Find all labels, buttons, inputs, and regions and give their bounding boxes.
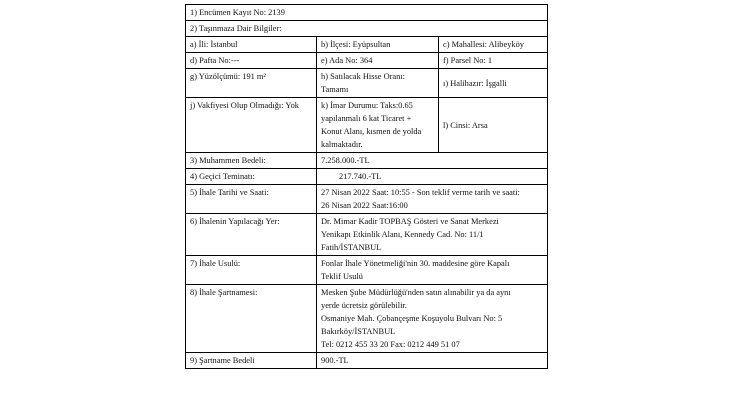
ihale-sartnamesi-label: 8) İhale Şartnamesi: xyxy=(186,285,317,353)
parsel-cell: f) Parsel No: 1 xyxy=(439,53,548,69)
il-cell: a) İli: İstanbul xyxy=(186,37,317,53)
ihale-usulu-line: Teklif Usulü xyxy=(321,272,363,281)
gecici-teminat-label: 4) Geçici Teminatı: xyxy=(186,169,317,185)
ihale-tarihi-line: 26 Nisan 2022 Saat:16:00 xyxy=(321,201,408,210)
muhammen-bedeli-value: 7.258.000.-TL xyxy=(317,153,548,169)
ihale-tarihi-line: 27 Nisan 2022 Saat: 10:55 - Son teklif verme tarih ve saati: xyxy=(321,188,520,197)
sartname-line: Mesken Şube Müdürlüğü'nden satın alınabilir ya da aynı xyxy=(321,288,511,297)
yuzolcumu-cell: g) Yüzölçümü: 191 m² xyxy=(186,69,317,98)
ihale-yeri-line: Yenikapı Etkinlik Alanı, Kennedy Cad. No: 11/1 xyxy=(321,230,484,239)
ihale-tarihi-label: 5) İhale Tarihi ve Saati: xyxy=(186,185,317,214)
ihale-yeri-line: Dr. Mimar Kadir TOPBAŞ Gösteri ve Sanat Merkezi xyxy=(321,217,499,226)
sartname-bedeli-label: 9) Şartname Bedeli xyxy=(186,353,317,369)
ihale-usulu-value xyxy=(317,256,548,285)
ilce-cell: b) İlçesi: Eyüpsultan xyxy=(317,37,439,53)
hisse-orani-value: Tamamı xyxy=(321,85,349,94)
sartname-line: Tel: 0212 455 33 20 Fax: 0212 449 51 07 xyxy=(321,340,460,349)
muhammen-bedeli-label: 3) Muhammen Bedeli: xyxy=(186,153,317,169)
ihale-yeri-value xyxy=(317,214,548,256)
ihale-usulu-label: 7) İhale Usulü: xyxy=(186,256,317,285)
cinsi-cell: l) Cinsi: Arsa xyxy=(439,98,548,153)
gecici-teminat-value: 217.740.-TL xyxy=(317,169,548,185)
mahalle-cell: c) Mahallesi: Alibeyköy xyxy=(439,37,548,53)
ihale-yeri-label: 6) İhalenin Yapılacağı Yer: xyxy=(186,214,317,256)
tasinmaz-bilgileri-header: 2) Taşınmaza Dair Bilgiler: xyxy=(186,21,548,37)
imar-line: kalmaktadır. xyxy=(321,140,363,149)
hisse-orani-label: h) Satılacak Hisse Oranı: xyxy=(321,72,405,81)
sartname-line: Osmaniye Mah. Çobançeşme Koşuyolu Bulvarı No: 5 xyxy=(321,314,503,323)
ihale-tarihi-value xyxy=(317,185,548,214)
sartname-line: yerde ücretsiz görülebilir. xyxy=(321,301,407,310)
imar-line: yapılanmalı 6 kat Ticaret + xyxy=(321,114,412,123)
sartname-bedeli-value: 900.-TL xyxy=(317,353,548,369)
sartname-line: Bakırköy/İSTANBUL xyxy=(321,327,396,336)
ihale-usulu-line: Fonlar İhale Yönetmeliği'nin 30. maddesine göre Kapalı xyxy=(321,259,510,268)
ihale-sartnamesi-value xyxy=(317,285,548,353)
encumen-kayit-no: 1) Encümen Kayıt No: 2139 xyxy=(186,5,548,21)
imar-durumu-cell xyxy=(317,98,439,153)
ada-cell: e) Ada No: 364 xyxy=(317,53,439,69)
vakfiye-cell: j) Vakfiyesi Olup Olmadığı: Yok xyxy=(186,98,317,153)
ihale-ilan-tablosu xyxy=(185,4,547,369)
hisse-orani-cell xyxy=(317,69,439,98)
halihazir-cell: ı) Halihazır: İşgalli xyxy=(439,69,548,98)
imar-line: Konut Alanı, kısmen de yolda xyxy=(321,127,422,136)
imar-line: k) İmar Durumu: Taks:0.65 xyxy=(321,101,413,110)
pafta-cell: d) Pafta No:--- xyxy=(186,53,317,69)
ihale-yeri-line: Fatih/İSTANBUL xyxy=(321,243,382,252)
ihale-table xyxy=(185,4,548,369)
